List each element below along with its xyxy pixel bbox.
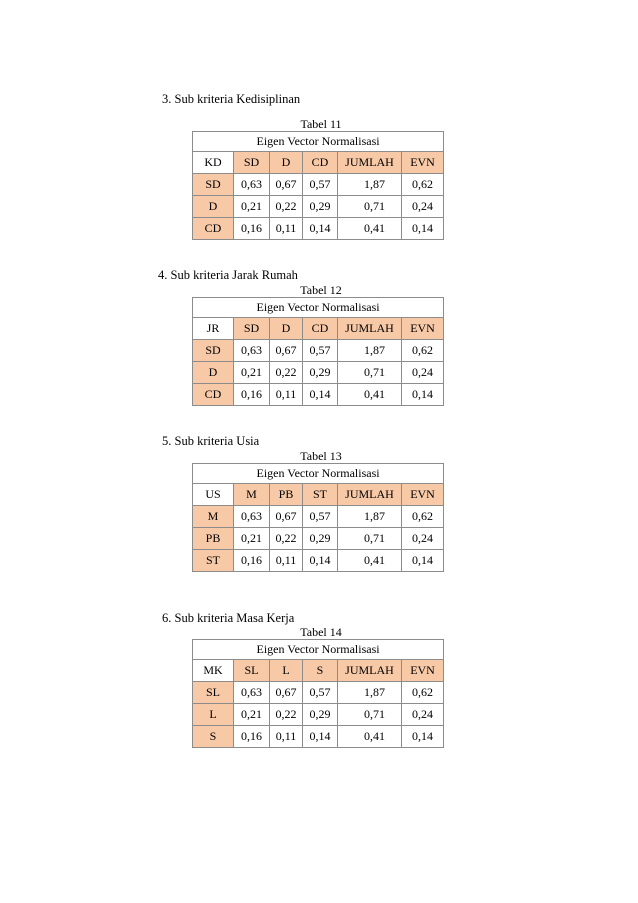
header-cell: SD bbox=[234, 318, 270, 340]
table-cell: 0,41 bbox=[338, 218, 402, 240]
header-cell: JUMLAH bbox=[338, 484, 402, 506]
header-cell: SD bbox=[234, 152, 270, 174]
table-row bbox=[193, 682, 444, 704]
table-caption: Tabel 11 bbox=[300, 117, 342, 131]
table-cell: 0,14 bbox=[402, 726, 444, 748]
table-caption: Tabel 14 bbox=[300, 625, 342, 639]
table-cell: 0,14 bbox=[303, 726, 338, 748]
table-cell: 0,11 bbox=[270, 384, 303, 406]
table-cell: 0,29 bbox=[303, 196, 338, 218]
table-row bbox=[193, 340, 444, 362]
table-cell: 0,14 bbox=[303, 550, 338, 572]
table-cell: 0,11 bbox=[270, 550, 303, 572]
table-cell: 0,16 bbox=[234, 550, 270, 572]
table-cell: 0,24 bbox=[402, 704, 444, 726]
row-label: SD bbox=[193, 340, 234, 362]
header-cell: CD bbox=[303, 152, 338, 174]
header-cell: M bbox=[234, 484, 270, 506]
table-cell: 0,29 bbox=[303, 362, 338, 384]
table-cell: 0,41 bbox=[338, 384, 402, 406]
eigen-vector-table bbox=[192, 131, 444, 240]
table-cell: 0,21 bbox=[234, 362, 270, 384]
table-cell: 0,67 bbox=[270, 174, 303, 196]
table-cell: 0,14 bbox=[402, 218, 444, 240]
header-cell: KD bbox=[193, 152, 234, 174]
table-cell: 0,41 bbox=[338, 726, 402, 748]
header-cell: JUMLAH bbox=[338, 152, 402, 174]
header-cell: JR bbox=[193, 318, 234, 340]
table-cell: 0,67 bbox=[270, 682, 303, 704]
table-row bbox=[193, 550, 444, 572]
table-caption: Tabel 12 bbox=[300, 283, 342, 297]
table-cell: 0,71 bbox=[338, 704, 402, 726]
table-cell: 0,14 bbox=[402, 550, 444, 572]
row-label: PB bbox=[193, 528, 234, 550]
row-label: CD bbox=[193, 384, 234, 406]
table-cell: 0,14 bbox=[303, 218, 338, 240]
table-cell: 1,87 bbox=[338, 682, 402, 704]
header-cell: JUMLAH bbox=[338, 318, 402, 340]
table-row bbox=[193, 362, 444, 384]
table-header-row bbox=[193, 152, 444, 174]
table-cell: 0,22 bbox=[270, 704, 303, 726]
table-cell: 0,63 bbox=[234, 340, 270, 362]
header-cell: EVN bbox=[402, 318, 444, 340]
table-cell: 0,62 bbox=[402, 174, 444, 196]
row-label: SD bbox=[193, 174, 234, 196]
table-cell: 0,63 bbox=[234, 682, 270, 704]
table-header-row bbox=[193, 484, 444, 506]
row-label: SL bbox=[193, 682, 234, 704]
table-header-row bbox=[193, 318, 444, 340]
table-title: Eigen Vector Normalisasi bbox=[193, 464, 444, 484]
table-cell: 0,22 bbox=[270, 362, 303, 384]
header-cell: D bbox=[270, 318, 303, 340]
table-cell: 0,24 bbox=[402, 362, 444, 384]
row-label: ST bbox=[193, 550, 234, 572]
row-label: D bbox=[193, 362, 234, 384]
header-cell: L bbox=[270, 660, 303, 682]
header-cell: SL bbox=[234, 660, 270, 682]
table-cell: 0,57 bbox=[303, 340, 338, 362]
table-title: Eigen Vector Normalisasi bbox=[193, 298, 444, 318]
table-cell: 0,62 bbox=[402, 682, 444, 704]
table-caption: Tabel 13 bbox=[300, 449, 342, 463]
eigen-vector-table bbox=[192, 639, 444, 748]
header-cell: ST bbox=[303, 484, 338, 506]
table-row bbox=[193, 528, 444, 550]
table-cell: 0,24 bbox=[402, 196, 444, 218]
table-cell: 0,71 bbox=[338, 362, 402, 384]
table-cell: 0,16 bbox=[234, 218, 270, 240]
table-cell: 0,21 bbox=[234, 196, 270, 218]
header-cell: EVN bbox=[402, 484, 444, 506]
table-cell: 1,87 bbox=[338, 506, 402, 528]
header-cell: JUMLAH bbox=[338, 660, 402, 682]
table-cell: 0,16 bbox=[234, 384, 270, 406]
table-cell: 0,63 bbox=[234, 506, 270, 528]
table-row bbox=[193, 384, 444, 406]
table-cell: 0,16 bbox=[234, 726, 270, 748]
section-heading: 4. Sub kriteria Jarak Rumah bbox=[158, 268, 298, 282]
row-label: M bbox=[193, 506, 234, 528]
header-cell: MK bbox=[193, 660, 234, 682]
table-cell: 0,14 bbox=[402, 384, 444, 406]
section-heading: 6. Sub kriteria Masa Kerja bbox=[162, 611, 295, 625]
table-row bbox=[193, 196, 444, 218]
table-cell: 0,21 bbox=[234, 704, 270, 726]
table-row bbox=[193, 506, 444, 528]
header-cell: CD bbox=[303, 318, 338, 340]
table-cell: 0,57 bbox=[303, 682, 338, 704]
table-cell: 0,67 bbox=[270, 340, 303, 362]
section-heading: 3. Sub kriteria Kedisiplinan bbox=[162, 92, 301, 106]
table-cell: 1,87 bbox=[338, 340, 402, 362]
table-title: Eigen Vector Normalisasi bbox=[193, 640, 444, 660]
header-cell: US bbox=[193, 484, 234, 506]
table-cell: 0,57 bbox=[303, 506, 338, 528]
table-cell: 0,63 bbox=[234, 174, 270, 196]
table-cell: 0,21 bbox=[234, 528, 270, 550]
header-cell: EVN bbox=[402, 152, 444, 174]
table-title: Eigen Vector Normalisasi bbox=[193, 132, 444, 152]
table-cell: 0,22 bbox=[270, 528, 303, 550]
section-heading: 5. Sub kriteria Usia bbox=[162, 434, 260, 448]
table-cell: 0,62 bbox=[402, 506, 444, 528]
table-cell: 0,11 bbox=[270, 726, 303, 748]
table-row bbox=[193, 704, 444, 726]
table-cell: 1,87 bbox=[338, 174, 402, 196]
table-cell: 0,29 bbox=[303, 528, 338, 550]
table-cell: 0,71 bbox=[338, 528, 402, 550]
header-cell: D bbox=[270, 152, 303, 174]
header-cell: PB bbox=[270, 484, 303, 506]
table-row bbox=[193, 726, 444, 748]
table-row bbox=[193, 174, 444, 196]
table-cell: 0,57 bbox=[303, 174, 338, 196]
table-cell: 0,41 bbox=[338, 550, 402, 572]
table-cell: 0,24 bbox=[402, 528, 444, 550]
table-cell: 0,71 bbox=[338, 196, 402, 218]
eigen-vector-table bbox=[192, 463, 444, 572]
table-cell: 0,29 bbox=[303, 704, 338, 726]
table-cell: 0,67 bbox=[270, 506, 303, 528]
table-cell: 0,62 bbox=[402, 340, 444, 362]
table-cell: 0,11 bbox=[270, 218, 303, 240]
eigen-vector-table bbox=[192, 297, 444, 406]
table-row bbox=[193, 218, 444, 240]
row-label: L bbox=[193, 704, 234, 726]
row-label: D bbox=[193, 196, 234, 218]
table-cell: 0,22 bbox=[270, 196, 303, 218]
table-header-row bbox=[193, 660, 444, 682]
header-cell: EVN bbox=[402, 660, 444, 682]
row-label: CD bbox=[193, 218, 234, 240]
row-label: S bbox=[193, 726, 234, 748]
table-cell: 0,14 bbox=[303, 384, 338, 406]
header-cell: S bbox=[303, 660, 338, 682]
